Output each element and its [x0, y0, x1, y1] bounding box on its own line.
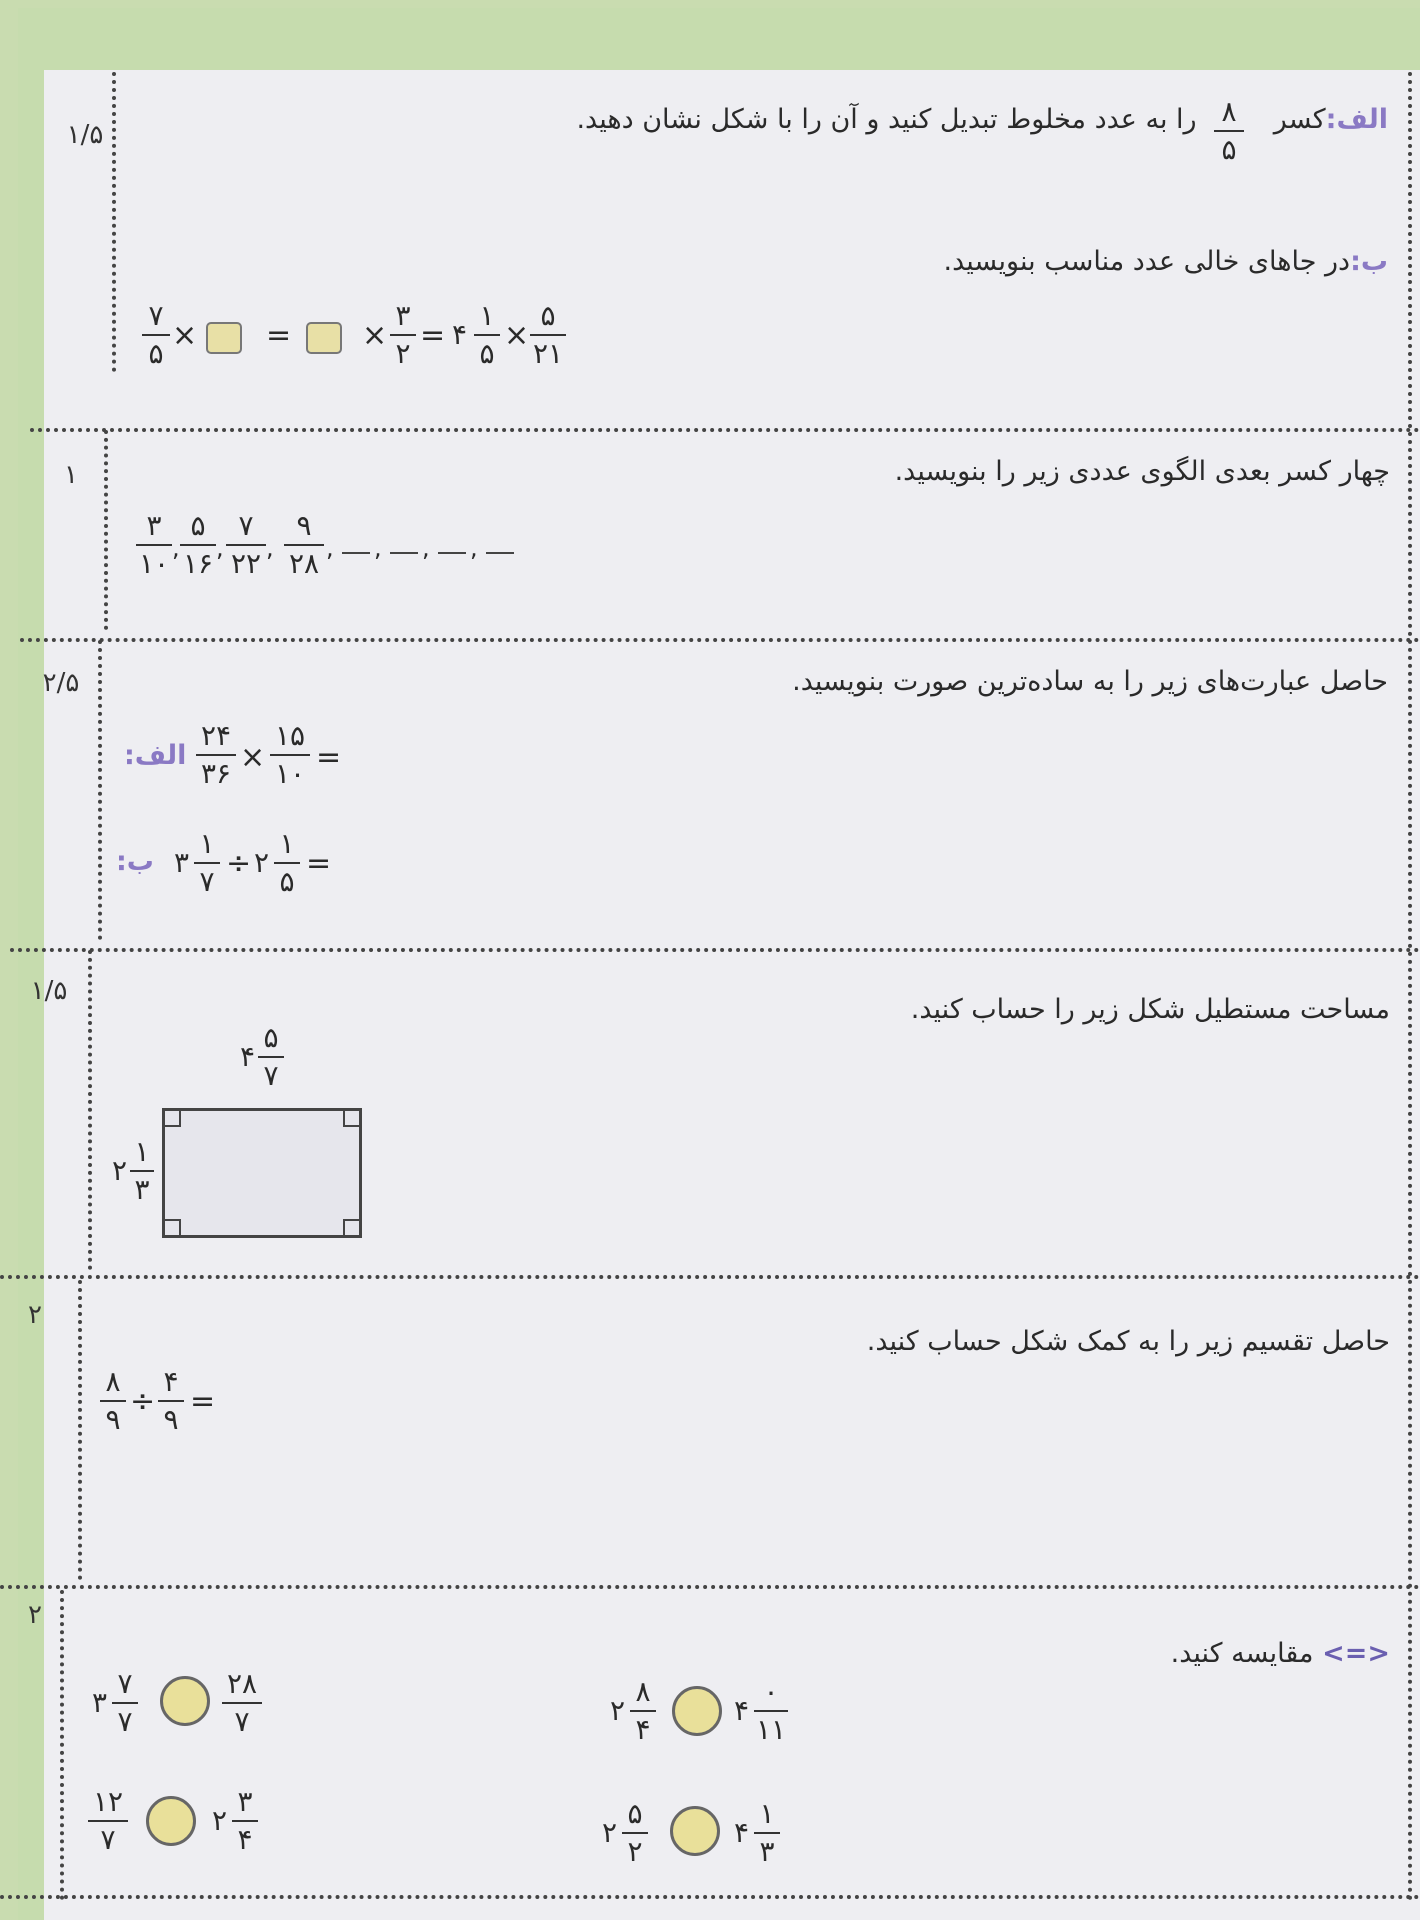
- rectangle-figure: [162, 1108, 362, 1238]
- q3-score: ۲/۵: [42, 668, 80, 698]
- q2-instruction: چهار کسر بعدی الگوی عددی زیر را بنویسید.: [894, 456, 1390, 487]
- q5-instruction: حاصل تقسیم زیر را به کمک شکل حساب کنید.: [866, 1326, 1390, 1357]
- section-divider: [30, 428, 1420, 432]
- q3a-frac-1: ۲۴ ۳۶: [196, 720, 236, 790]
- answer-blank-3[interactable]: [438, 552, 466, 554]
- worksheet-page: ۱/۵ الف:کسر را به عدد مخلوط تبدیل کنید و آن را با شکل نشان دهید. ۸ ۵ ب:در جاهای خالی عدد مناسب بنویسید. ۷ ۵ × = × ۳ ۲ = ۴ ۱ ۵ × ۵ ۲۱ ۱ چهار کسر بعدی الگوی عددی زیر را بنویسید. ۳ ۱۰ , ۵ ۱۶ , ۷ ۲۲ , ۹ ۲۸ , , , , ۲/۵ حاصل عبارت‌های زیر را به ساده‌ترین صورت بنویسید. الف: ۲۴ ۳۶ × ۱۵ ۱۰ = ب: ۳ ۱ ۷ ÷ ۲ ۱ ۵ = ۱/۵ مساحت مستطیل شکل زیر را حساب کنید. ۴ ۵ ۷ ۲ ۱ ۳ ۲ حاصل تقسیم زیر را به کمک شکل حساب کنید. ۸ ۹ ÷ ۴ ۹ = ۲ <=> مقایسه کنید. ۳ ۷ ۷ ۲۸ ۷ ۲ ۸ ۴ ۴ ۰ ۱۱ ۱۲ ۷ ۲ ۳ ۴ ۲ ۵ ۲ ۴ ۱ ۳: [0, 0, 1420, 1920]
- q1b-frac-3: ۱ ۵: [474, 300, 500, 370]
- q4-instruction: مساحت مستطیل شکل زیر را حساب کنید.: [910, 994, 1390, 1025]
- q5-frac-1: ۸ ۹: [100, 1366, 126, 1436]
- score-divider: [98, 640, 102, 940]
- q1a-fraction: [1214, 96, 1244, 166]
- q1b-frac-4: ۵ ۲۱: [530, 300, 566, 370]
- compare-circle-1[interactable]: [160, 1676, 210, 1726]
- q4-score: ۱/۵: [30, 976, 68, 1006]
- compare-symbols: <=>: [1322, 1638, 1390, 1669]
- q3b-whole-1: ۳: [174, 846, 190, 879]
- q1b-whole: ۴: [452, 318, 468, 351]
- q6-instruction: [1171, 1638, 1390, 1669]
- q5-score: ۲: [28, 1300, 42, 1330]
- compare-circle-3[interactable]: [146, 1796, 196, 1846]
- answer-blank-2[interactable]: [390, 552, 418, 554]
- section-divider: [10, 948, 1420, 952]
- section-divider: [0, 1585, 1420, 1589]
- blank-box-2[interactable]: [306, 322, 342, 354]
- q1b-label: ب:: [1350, 246, 1388, 277]
- q3b-label: ب:: [116, 846, 154, 877]
- blank-box-1[interactable]: [206, 322, 242, 354]
- score-divider: [60, 1590, 64, 1900]
- q2-score: ۱: [64, 460, 78, 490]
- q2-frac-4: ۹ ۲۸: [284, 510, 324, 580]
- compare-circle-4[interactable]: [670, 1806, 720, 1856]
- q1a-text-pre: کسر: [1273, 104, 1326, 135]
- q1b-text: در جاهای خالی عدد مناسب بنویسید.: [943, 246, 1351, 277]
- q2-frac-2: ۵ ۱۶: [180, 510, 216, 580]
- answer-blank-1[interactable]: [342, 552, 370, 554]
- q3-instruction: حاصل عبارت‌های زیر را به ساده‌ترین صورت بنویسید.: [792, 666, 1388, 697]
- q1a-num: ۸: [1221, 95, 1237, 128]
- right-border: [1408, 72, 1412, 1902]
- q6-text: مقایسه کنید.: [1170, 1638, 1314, 1669]
- q6-score: ۲: [28, 1600, 42, 1630]
- q1-score: ۱/۵: [66, 120, 104, 150]
- section-divider: [20, 638, 1420, 642]
- q1b-frac-1: ۷ ۵: [142, 300, 170, 370]
- q1a-label: الف:: [1325, 104, 1388, 135]
- section-divider: [0, 1895, 1420, 1899]
- q1b-frac-2: ۳ ۲: [390, 300, 416, 370]
- q2-frac-3: ۷ ۲۲: [226, 510, 266, 580]
- score-divider: [78, 1280, 82, 1580]
- q1a-den: ۵: [1221, 133, 1237, 166]
- q3b-whole-2: ۲: [254, 846, 270, 879]
- q5-frac-2: ۴ ۹: [158, 1366, 184, 1436]
- answer-blank-4[interactable]: [486, 552, 514, 554]
- q1a-text-post: را به عدد مخلوط تبدیل کنید و آن را با شکل نشان دهید.: [576, 104, 1197, 135]
- q3b-frac-2: ۱ ۵: [274, 828, 300, 898]
- q1b-instruction: [944, 246, 1388, 277]
- q3b-frac-1: ۱ ۷: [194, 828, 220, 898]
- compare-circle-2[interactable]: [672, 1686, 722, 1736]
- q3a-frac-2: ۱۵ ۱۰: [270, 720, 310, 790]
- q3a-label: الف:: [124, 740, 187, 771]
- q1a-instruction: [576, 104, 1388, 135]
- score-divider: [112, 72, 116, 372]
- section-divider: [0, 1275, 1420, 1279]
- score-divider: [88, 950, 92, 1270]
- q2-frac-1: ۳ ۱۰: [136, 510, 172, 580]
